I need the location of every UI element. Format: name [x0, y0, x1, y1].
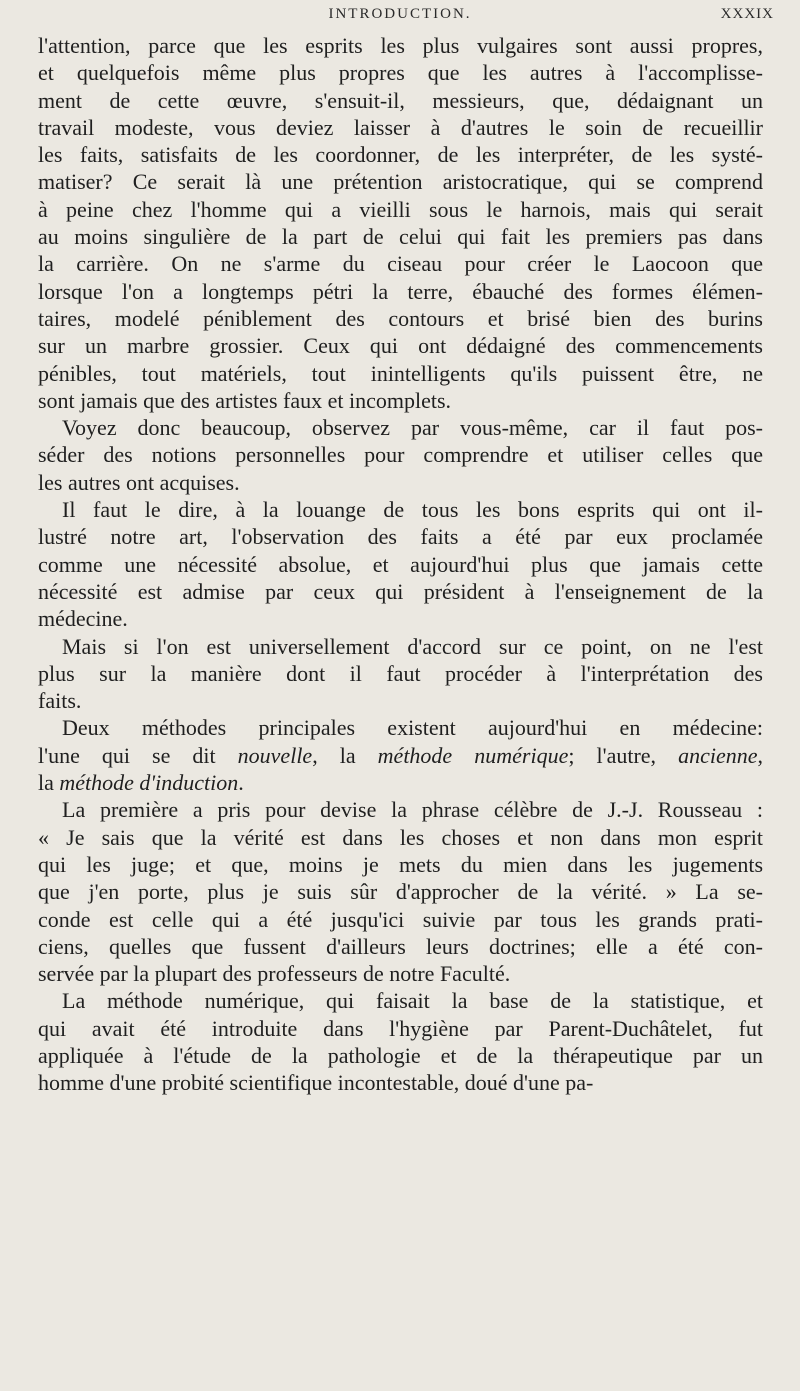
text-line: servée par la plupart des professeurs de notre Faculté. [38, 961, 511, 987]
italic-term: ancienne [678, 742, 758, 768]
text-line: qui avait été introduite dans l'hygiène par Parent-Duchâtelet, fut [38, 1015, 763, 1041]
text-line: Voyez donc beaucoup, observez par vous-même, car il faut pos- [62, 415, 763, 441]
text-line: appliquée à l'étude de la pathologie et de la thérapeutique par un [38, 1042, 763, 1068]
text-line: « Je sais que la vérité est dans les choses et non dans mon esprit [38, 824, 763, 850]
body-text [38, 32, 763, 1097]
text-line: que j'en porte, plus je suis sûr d'approcher de la vérité. » La se- [38, 879, 763, 905]
text-line: taires, modelé péniblement des contours et brisé bien des burins [38, 305, 763, 331]
text-line: qui les juge; et que, moins je mets du mien dans les jugements [38, 851, 763, 877]
text-segment: , la [312, 742, 378, 768]
text-line: pénibles, tout matériels, tout inintelligents qu'ils puissent être, ne [38, 360, 763, 386]
text-segment: l'une qui se dit [38, 742, 238, 768]
text-line: Mais si l'on est universellement d'accord sur ce point, on ne l'est [62, 633, 763, 659]
italic-term: nouvelle [237, 742, 313, 768]
text-line: et quelquefois même plus propres que les autres à l'accomplisse- [38, 60, 763, 86]
text-line: homme d'une probité scientifique incontestable, doué d'une pa- [38, 1070, 594, 1096]
text-line: ciens, quelles que fussent d'ailleurs leurs doctrines; elle a été con- [38, 933, 763, 959]
text-line: La méthode numérique, qui faisait la base de la statistique, et [62, 988, 763, 1014]
text-line: matiser? Ce serait là une prétention aristocratique, qui se comprend [38, 169, 763, 195]
italic-term: méthode numérique [377, 742, 569, 768]
text-line: plus sur la manière dont il faut procéder à l'interprétation des [38, 660, 763, 686]
italic-term: méthode d'induction [59, 770, 239, 796]
running-title: INTRODUCTION. [328, 6, 472, 22]
text-line: travail modeste, vous deviez laisser à d'autres le soin de recueillir [38, 114, 763, 140]
text-line: sur un marbre grossier. Ceux qui ont dédaigné des commencements [38, 333, 763, 359]
text-line: faits. [38, 688, 82, 714]
text-line: médecine. [38, 606, 128, 632]
text-line: lorsque l'on a longtemps pétri la terre, ébauché des formes élémen- [38, 278, 763, 304]
text-line: Il faut le dire, à la louange de tous les bons esprits qui ont il- [62, 497, 763, 523]
text-line: conde est celle qui a été jusqu'ici suivie par tous les grands prati- [38, 906, 763, 932]
text-line [38, 769, 763, 796]
text-line: sont jamais que des artistes faux et incomplets. [38, 387, 452, 413]
text-line: l'attention, parce que les esprits les plus vulgaires sont aussi propres, [38, 33, 763, 58]
text-line: la carrière. On ne s'arme du ciseau pour créer le Laocoon que [38, 251, 763, 277]
text-line: Deux méthodes principales existent aujourd'hui en médecine: [62, 715, 763, 741]
text-line: lustré notre art, l'observation des faits a été par eux proclamée [38, 524, 763, 550]
text-line: les faits, satisfaits de les coordonner, de les interpréter, de les systé- [38, 142, 763, 168]
text-segment: ; l'autre, [568, 742, 679, 768]
text-segment: . [238, 770, 244, 796]
text-line: La première a pris pour devise la phrase célèbre de J.-J. Rousseau : [62, 797, 763, 823]
running-head [0, 6, 800, 28]
text-line [38, 742, 763, 769]
text-line: au moins singulière de la part de celui qui fait les premiers pas dans [38, 224, 763, 250]
text-line: comme une nécessité absolue, et aujourd'hui plus que jamais cette [38, 551, 763, 577]
text-line: les autres ont acquises. [38, 469, 240, 495]
text-segment: , [757, 742, 763, 768]
page-number: XXXIX [720, 6, 774, 22]
text-segment: la [38, 770, 60, 796]
text-line: nécessité est admise par ceux qui président à l'enseignement de la [38, 578, 763, 604]
text-line: ment de cette œuvre, s'ensuit-il, messieurs, que, dédaignant un [38, 87, 763, 113]
text-line: à peine chez l'homme qui a vieilli sous le harnois, mais qui serait [38, 196, 763, 222]
text-line: séder des notions personnelles pour comprendre et utiliser celles que [38, 442, 763, 468]
